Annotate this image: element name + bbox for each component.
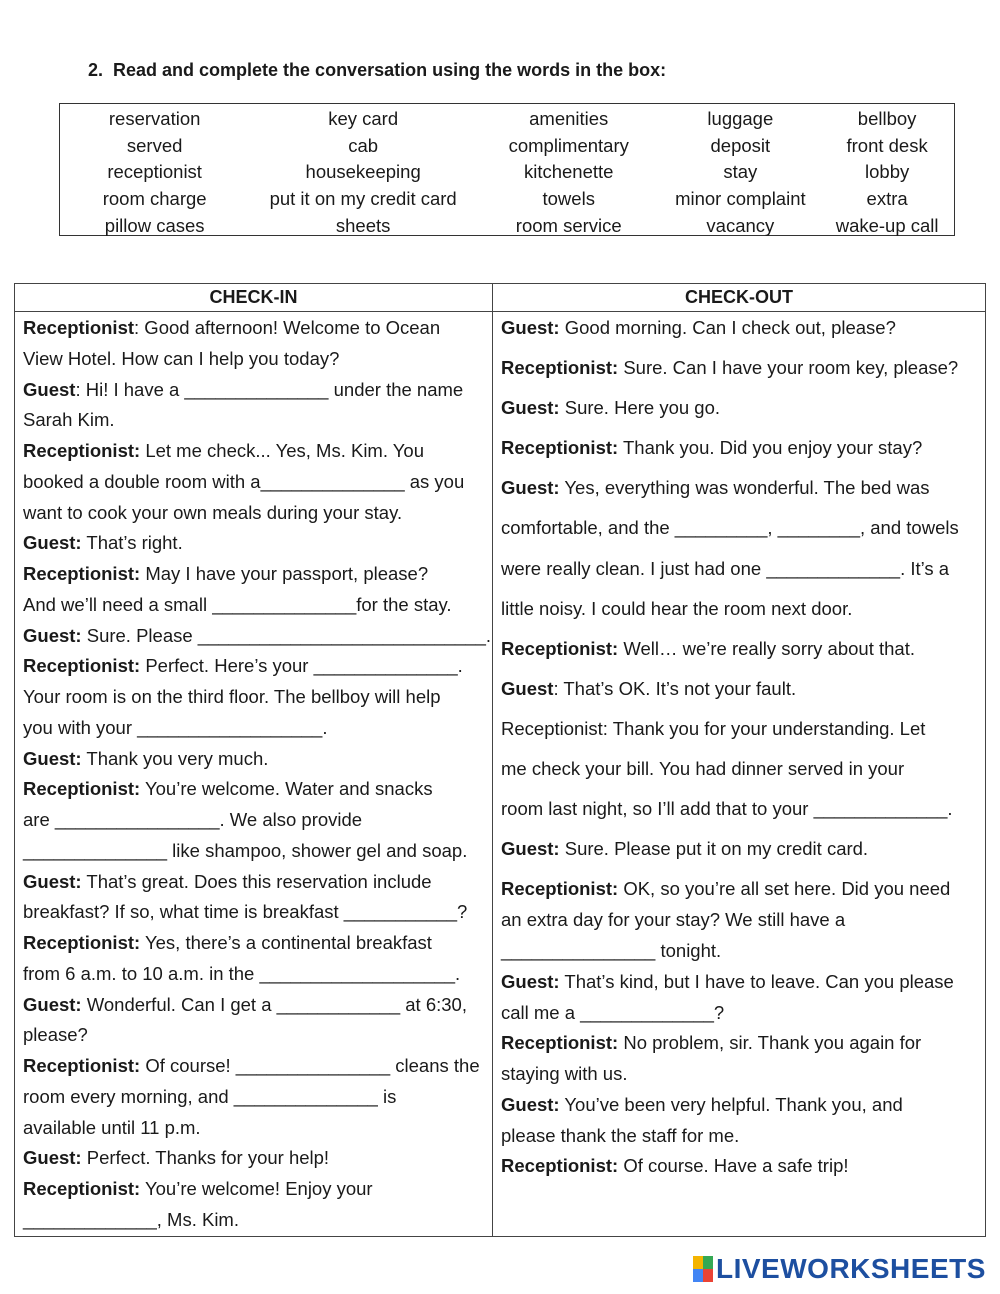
speaker-label: Receptionist: <box>501 1032 619 1054</box>
dialogue-line <box>23 836 484 867</box>
dialogue-text: That’s kind, but I have to leave. Can you please <box>559 970 954 992</box>
dialogue-text: room last night, so I’ll add that to your _____________. <box>501 798 953 820</box>
dialogue-text: were really clean. I just had one _____________. It’s a <box>501 557 950 579</box>
logo-mark-square <box>703 1269 713 1282</box>
dialogue-line <box>23 1082 484 1113</box>
dialogue-line <box>23 1143 484 1174</box>
dialogue-line <box>23 467 484 498</box>
speaker-label: Receptionist: <box>501 437 619 459</box>
dialogue-line <box>23 682 484 713</box>
dialogue-line <box>23 928 484 959</box>
instruction-number: 2. <box>88 60 104 80</box>
dialogue-text: call me a _____________? <box>501 1001 725 1023</box>
dialogue-line <box>501 905 977 936</box>
dialogue-line <box>501 674 977 705</box>
dialogue-text: : That’s OK. It’s not your fault. <box>553 677 797 699</box>
dialogue-text: Of course! _______________ cleans the <box>140 1055 480 1076</box>
dialogue-text: _______________ tonight. <box>501 939 722 961</box>
check-in-dialogue <box>15 312 493 1237</box>
speaker-label: Guest <box>501 677 554 699</box>
dialogue-text: Well… we’re really sorry about that. <box>618 637 915 659</box>
word-box-word: lobby <box>865 161 910 183</box>
dialogue-line <box>501 794 977 825</box>
dialogue-text: Thank you. Did you enjoy your stay? <box>618 437 923 459</box>
word-box-row <box>60 106 954 133</box>
speaker-label: Receptionist: <box>23 440 141 461</box>
dialogue-line <box>501 1090 977 1121</box>
logo-mark-icon <box>693 1256 713 1282</box>
dialogue-text: Let me check... Yes, Ms. Kim. You <box>140 440 425 461</box>
speaker-label: Receptionist: <box>501 357 619 379</box>
dialogue-line <box>501 714 977 745</box>
dialogue-text: Sure. Can I have your room key, please? <box>618 357 959 379</box>
speaker-label: Guest: <box>501 477 560 499</box>
dialogue-text: are ________________. We also provide <box>23 809 363 830</box>
dialogue-text: Wonderful. Can I get a ____________ at 6:30, <box>81 993 467 1015</box>
word-box-word: wake-up call <box>835 214 939 236</box>
dialogue-line <box>501 513 977 544</box>
instruction <box>88 60 666 81</box>
dialogue-text: comfortable, and the _________, ________, and towels <box>501 517 959 539</box>
word-box-word: complimentary <box>508 134 629 156</box>
dialogue-line <box>23 1113 484 1144</box>
speaker-label: Guest: <box>23 870 82 892</box>
dialogue-text: Of course. Have a safe trip! <box>618 1155 849 1177</box>
liveworksheets-logo <box>693 1255 986 1283</box>
dialogue-line <box>501 874 977 905</box>
dialogue-text: : Hi! I have a ______________ under the name <box>75 378 464 400</box>
dialogue-line <box>23 744 484 775</box>
dialogue-line <box>23 651 484 682</box>
dialogue-line <box>501 313 977 344</box>
word-box-word: room charge <box>102 188 207 210</box>
speaker-label: Receptionist: <box>501 637 619 659</box>
dialogue-text: Your room is on the third floor. The bellboy will help <box>23 686 441 707</box>
dialogue-line <box>23 436 484 467</box>
dialogue-line <box>501 1059 977 1090</box>
dialogue-text: You’re welcome. Water and snacks <box>140 778 433 800</box>
dialogue-line <box>501 554 977 585</box>
dialogue-line <box>23 528 484 559</box>
dialogue-line <box>23 498 484 529</box>
dialogue-text: Sarah Kim. <box>23 409 115 431</box>
dialogue-line <box>23 713 484 744</box>
word-box-word: key card <box>328 108 399 130</box>
speaker-label: Receptionist: <box>23 655 141 677</box>
word-box-word: kitchenette <box>523 161 614 183</box>
word-box-word: bellboy <box>857 108 917 130</box>
dialogue-line <box>501 998 977 1029</box>
dialogue-text: That’s right. <box>81 532 183 554</box>
dialogue-line <box>501 393 977 424</box>
dialogue-text: ______________ like shampoo, shower gel and soap. <box>23 839 468 861</box>
dialogue-text: That’s great. Does this reservation include <box>81 870 432 892</box>
dialogue-line <box>501 473 977 504</box>
word-box-word: cab <box>348 134 379 156</box>
speaker-label: Guest: <box>23 624 82 646</box>
dialogue-text: staying with us. <box>501 1063 628 1085</box>
speaker-label: Receptionist: <box>501 878 619 900</box>
word-box-word: extra <box>866 188 908 210</box>
dialogue-line <box>501 433 977 464</box>
dialogue-text: booked a double room with a______________ as you <box>23 470 465 492</box>
word-box-word: minor complaint <box>675 188 806 210</box>
dialogue-text: You’ve been very helpful. Thank you, and <box>559 1093 903 1115</box>
speaker-label: Receptionist: <box>23 778 141 800</box>
dialogue-line <box>501 936 977 967</box>
dialogue-text: Perfect. Here’s your ______________. <box>140 655 463 677</box>
dialogue-text: an extra day for your stay? We still have a <box>501 909 846 931</box>
word-box-row <box>60 186 954 213</box>
dialogue-line <box>23 559 484 590</box>
speaker-label: Guest: <box>501 970 560 992</box>
dialogue-text: please thank the staff for me. <box>501 1124 740 1146</box>
dialogue-text: me check your bill. You had dinner served in your <box>501 758 905 780</box>
dialogue-text: you with your __________________. <box>23 716 328 738</box>
dialogue-line <box>23 405 484 436</box>
dialogue-line <box>23 1020 484 1051</box>
dialogue-text: Receptionist: Thank you for your understanding. Let <box>501 717 926 739</box>
dialogue-text: Thank you very much. <box>81 747 269 769</box>
dialogue-line <box>23 1051 484 1082</box>
dialogue-line <box>501 1151 977 1182</box>
dialogue-line <box>23 1174 484 1205</box>
dialogue-text: OK, so you’re all set here. Did you need <box>618 878 951 900</box>
word-box-word: pillow cases <box>104 214 205 236</box>
speaker-label: Guest: <box>23 1147 82 1169</box>
word-box-row <box>60 159 954 186</box>
speaker-label: Guest: <box>23 993 82 1015</box>
dialogue-text: Sure. Here you go. <box>559 397 721 419</box>
dialogue-line <box>23 867 484 898</box>
dialogue-line <box>501 754 977 785</box>
speaker-label: Guest: <box>501 317 560 338</box>
dialogue-line <box>23 313 484 344</box>
dialogue-text: View Hotel. How can I help you today? <box>23 347 340 369</box>
dialogue-text: : Good afternoon! Welcome to Ocean <box>134 317 441 338</box>
dialogue-line <box>501 1121 977 1152</box>
word-box-word: put it on my credit card <box>269 188 457 210</box>
dialogue-line <box>501 353 977 384</box>
word-box-word: front desk <box>846 134 928 156</box>
dialogue-line <box>501 967 977 998</box>
word-box-word: room service <box>515 214 622 236</box>
word-box-word: towels <box>542 188 595 210</box>
speaker-label: Guest <box>23 378 76 400</box>
speaker-label: Guest: <box>501 397 560 419</box>
dialogue-text: Good morning. Can I check out, please? <box>559 317 896 338</box>
dialogue-text: Sure. Please ____________________________. <box>81 624 492 646</box>
word-box-word: housekeeping <box>305 161 421 183</box>
dialogue-line <box>501 594 977 625</box>
dialogue-text: And we’ll need a small ______________for the stay. <box>23 593 452 615</box>
dialogue-text: please? <box>23 1024 88 1046</box>
speaker-label: Guest: <box>23 747 82 769</box>
dialogue-text: You’re welcome! Enjoy your <box>140 1178 373 1199</box>
dialogue-text: Yes, there’s a continental breakfast <box>140 932 432 953</box>
dialogue-line <box>23 774 484 805</box>
dialogue-text: Yes, everything was wonderful. The bed was <box>559 477 930 499</box>
logo-mark-square <box>693 1269 703 1282</box>
speaker-label: Receptionist: <box>23 1055 141 1076</box>
dialogue-text: May I have your passport, please? <box>140 563 429 584</box>
dialogue-line <box>23 375 484 406</box>
dialogue-line <box>23 805 484 836</box>
word-box-word: deposit <box>710 134 771 156</box>
dialogue-text: breakfast? If so, what time is breakfast ___________? <box>23 901 468 923</box>
speaker-label: Receptionist: <box>23 1178 141 1199</box>
dialogue-text: Perfect. Thanks for your help! <box>81 1147 330 1169</box>
word-box-table <box>60 106 954 239</box>
instruction-text: Read and complete the conversation using the words in the box: <box>113 60 667 80</box>
dialogue-line <box>501 634 977 665</box>
dialogue-line <box>501 1028 977 1059</box>
word-box <box>59 103 955 236</box>
speaker-label: Receptionist: <box>23 563 141 584</box>
word-box-word: reservation <box>108 108 201 130</box>
logo-mark-square <box>703 1256 713 1269</box>
dialogue-line <box>23 590 484 621</box>
dialogue-text: available until 11 p.m. <box>23 1116 201 1138</box>
dialogue-line <box>23 621 492 652</box>
dialogue-text: little noisy. I could hear the room next door. <box>501 597 853 619</box>
dialogue-text: No problem, sir. Thank you again for <box>618 1032 922 1054</box>
dialogue-text: _____________, Ms. Kim. <box>23 1208 239 1230</box>
check-out-header: CHECK-OUT <box>493 284 986 312</box>
dialogue-text: want to cook your own meals during your stay. <box>23 501 403 523</box>
dialogue-text: Sure. Please put it on my credit card. <box>559 838 869 860</box>
speaker-label: Guest: <box>501 1093 560 1115</box>
speaker-label: Guest: <box>23 532 82 554</box>
speaker-label: Receptionist <box>23 317 135 338</box>
logo-text: LIVEWORKSHEETS <box>716 1253 986 1284</box>
word-box-row <box>60 133 954 160</box>
word-box-word: receptionist <box>107 161 202 183</box>
dialogue-text: from 6 a.m. to 10 a.m. in the ___________________. <box>23 962 461 984</box>
word-box-row <box>60 212 954 239</box>
dialogue-line <box>23 959 484 990</box>
speaker-label: Receptionist: <box>23 932 141 953</box>
dialogue-line <box>23 344 484 375</box>
dialogue-line <box>501 834 977 865</box>
logo-mark-square <box>693 1256 703 1269</box>
word-box-word: stay <box>723 161 758 183</box>
check-in-header: CHECK-IN <box>15 284 493 312</box>
word-box-word: sheets <box>335 214 391 236</box>
dialogue-line <box>23 1205 484 1236</box>
word-box-word: served <box>126 134 183 156</box>
word-box-word: vacancy <box>706 214 775 236</box>
dialogue-line <box>23 897 484 928</box>
speaker-label: Guest: <box>501 838 560 860</box>
dialogue-text: room every morning, and ______________ is <box>23 1085 397 1107</box>
word-box-word: amenities <box>529 108 609 130</box>
word-box-word: luggage <box>707 108 774 130</box>
speaker-label: Receptionist: <box>501 1155 619 1177</box>
conversation-table <box>14 283 986 1237</box>
dialogue-line <box>23 990 484 1021</box>
check-out-dialogue <box>493 312 986 1237</box>
